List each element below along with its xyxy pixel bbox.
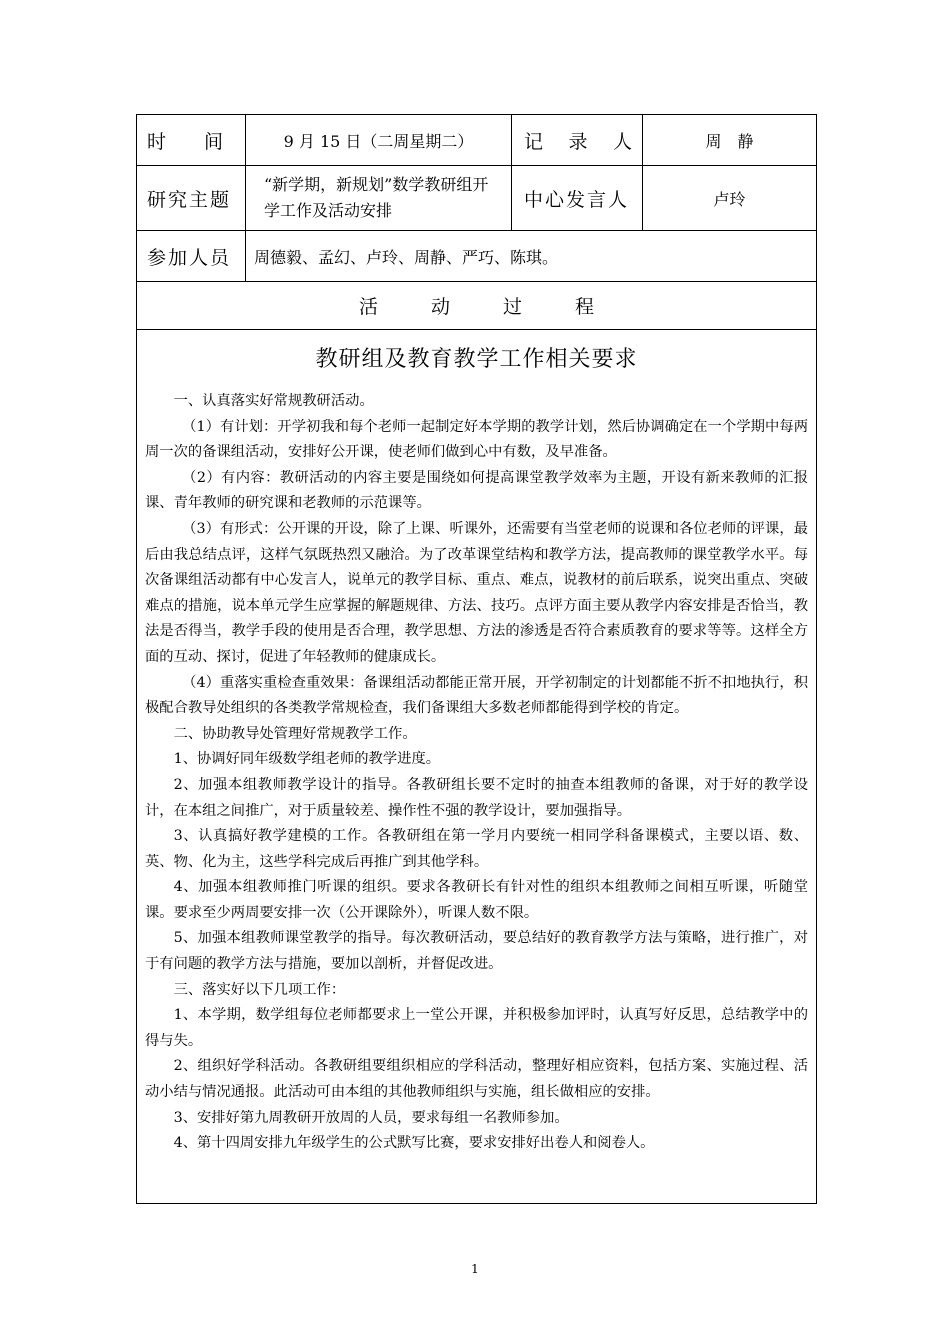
paragraph: 5、加强本组教师课堂教学的指导。每次教研活动，要总结好的教育教学方法与策略，进行推广，对于有问题的教学方法与措施，要加以剖析，并督促改进。 xyxy=(145,930,808,973)
process-header xyxy=(137,282,817,330)
participants-label: 参加人员 xyxy=(137,231,246,282)
paragraph: 4、加强本组教师推门听课的组织。要求各教研长有针对性的组织本组教师之间相互听课，听随堂课。要求至少两周要安排一次（公开课除外），听课人数不限。 xyxy=(145,879,808,921)
paragraph: 1、本学期，数学组每位老师都要求上一堂公开课，并积极参加评时，认真写好反思，总结教学中的得与失。 xyxy=(145,1007,808,1049)
topic-label: 研究主题 xyxy=(137,166,246,231)
recorder-label-char: 记 xyxy=(524,130,544,153)
process-header-char: 活 xyxy=(358,296,378,318)
paragraph: 1、协调好同年级数学组老师的教学进度。 xyxy=(173,751,441,768)
page-number: 1 xyxy=(471,1262,479,1276)
row-process-header xyxy=(137,282,817,330)
paragraph: （1）有计划：开学初我和每个老师一起制定好本学期的教学计划，然后协调确定在一个学期中每两周一次的备课组活动，安排好公开课，使老师们做到心中有数，及早准备。 xyxy=(145,418,808,461)
recorder-label-char: 人 xyxy=(612,130,632,153)
process-header-char: 程 xyxy=(574,296,594,318)
row-time xyxy=(137,115,817,166)
paragraph: （2）有内容：教研活动的内容主要是围绕如何提高课堂教学效率为主题，开设有新来教师的汇报课、青年教师的研究课和老教师的示范课等。 xyxy=(145,469,808,512)
paragraph: 一、认真落实好常规教研活动。 xyxy=(173,393,374,409)
paragraph: 2、组织好学科活动。各教研组要组织相应的学科活动，整理好相应资料，包括方案、实施过程、活动小结与情况通报。此活动可由本组的其他教师组织与实施，组长做相应的安排。 xyxy=(145,1058,808,1101)
recorder-value: 周 静 xyxy=(643,115,817,166)
time-label-char: 间 xyxy=(203,130,223,153)
paragraph: 4、第十四周安排九年级学生的公式默写比赛，要求安排好出卷人和阅卷人。 xyxy=(173,1135,655,1152)
time-label-char: 时 xyxy=(147,130,167,153)
speaker-value: 卢玲 xyxy=(643,166,817,231)
paragraph: （3）有形式：公开课的开设，除了上课、听课外，还需要有当堂老师的说课和各位老师的评课，最后由我总结点评，这样气氛既热烈又融洽。为了改革课堂结构和教学方法，提高教师的课堂教学水平。每次备课组活动都有中心发言人，说单元的教学目标、重点、难点，说教材的前后联系，说突出重点、突破难点的措施，说本单元学生应掌握的解题规律、方法、技巧。点评方面主要从教学内容安排是否恰当，教法是否得当，教学手段的使用是否合理，教学思想、方法的渗透是否符合素质教育的要求等等。这样全方面的互动、探讨，促进了年轻教师的健康成长。 xyxy=(145,520,808,665)
speaker-label: 中心发言人 xyxy=(512,166,643,231)
paragraph: 三、落实好以下几项工作： xyxy=(173,981,346,998)
paragraph: 2、加强本组教师教学设计的指导。各教研组长要不定时的抽查本组教师的备课，对于好的教学设计，在本组之间推广，对于质量较差、操作性不强的教学设计，要加强指导。 xyxy=(145,776,808,819)
content-cell xyxy=(137,330,817,1204)
process-header-char: 动 xyxy=(430,296,450,318)
paragraph: 3、安排好第九周教研开放周的人员，要求每组一名教师参加。 xyxy=(173,1109,569,1126)
document-title: 教研组及教育教学工作相关要求 xyxy=(315,347,638,372)
time-label-cell xyxy=(137,115,246,166)
paragraph: 二、协助教导处管理好常规教学工作。 xyxy=(173,725,417,742)
process-header-char: 过 xyxy=(502,296,522,318)
paragraph: 3、认真搞好教学建模的工作。各教研组在第一学月内要统一相同学科备课模式，主要以语、数、英、物、化为主，这些学科完成后再推广到其他学科。 xyxy=(145,828,808,870)
topic-value: “新学期，新规划”数学教研组开学工作及活动安排 xyxy=(246,166,512,231)
paragraph: （4）重落实重检查重效果：备课组活动都能正常开展，开学初制定的计划都能不折不扣地执行，积极配合教导处组织的各类教学常规检查，我们备课组大多数老师都能得到学校的肯定。 xyxy=(145,674,808,717)
activity-record-table xyxy=(136,114,817,1204)
row-topic xyxy=(137,166,817,231)
time-value: 9 月 15 日（二周星期二） xyxy=(246,115,512,166)
recorder-label-cell xyxy=(512,115,643,166)
recorder-label-char: 录 xyxy=(568,130,588,153)
participants-value: 周德毅、孟幻、卢玲、周静、严巧、陈琪。 xyxy=(246,231,817,282)
row-content xyxy=(137,330,817,1204)
row-participants xyxy=(137,231,817,282)
